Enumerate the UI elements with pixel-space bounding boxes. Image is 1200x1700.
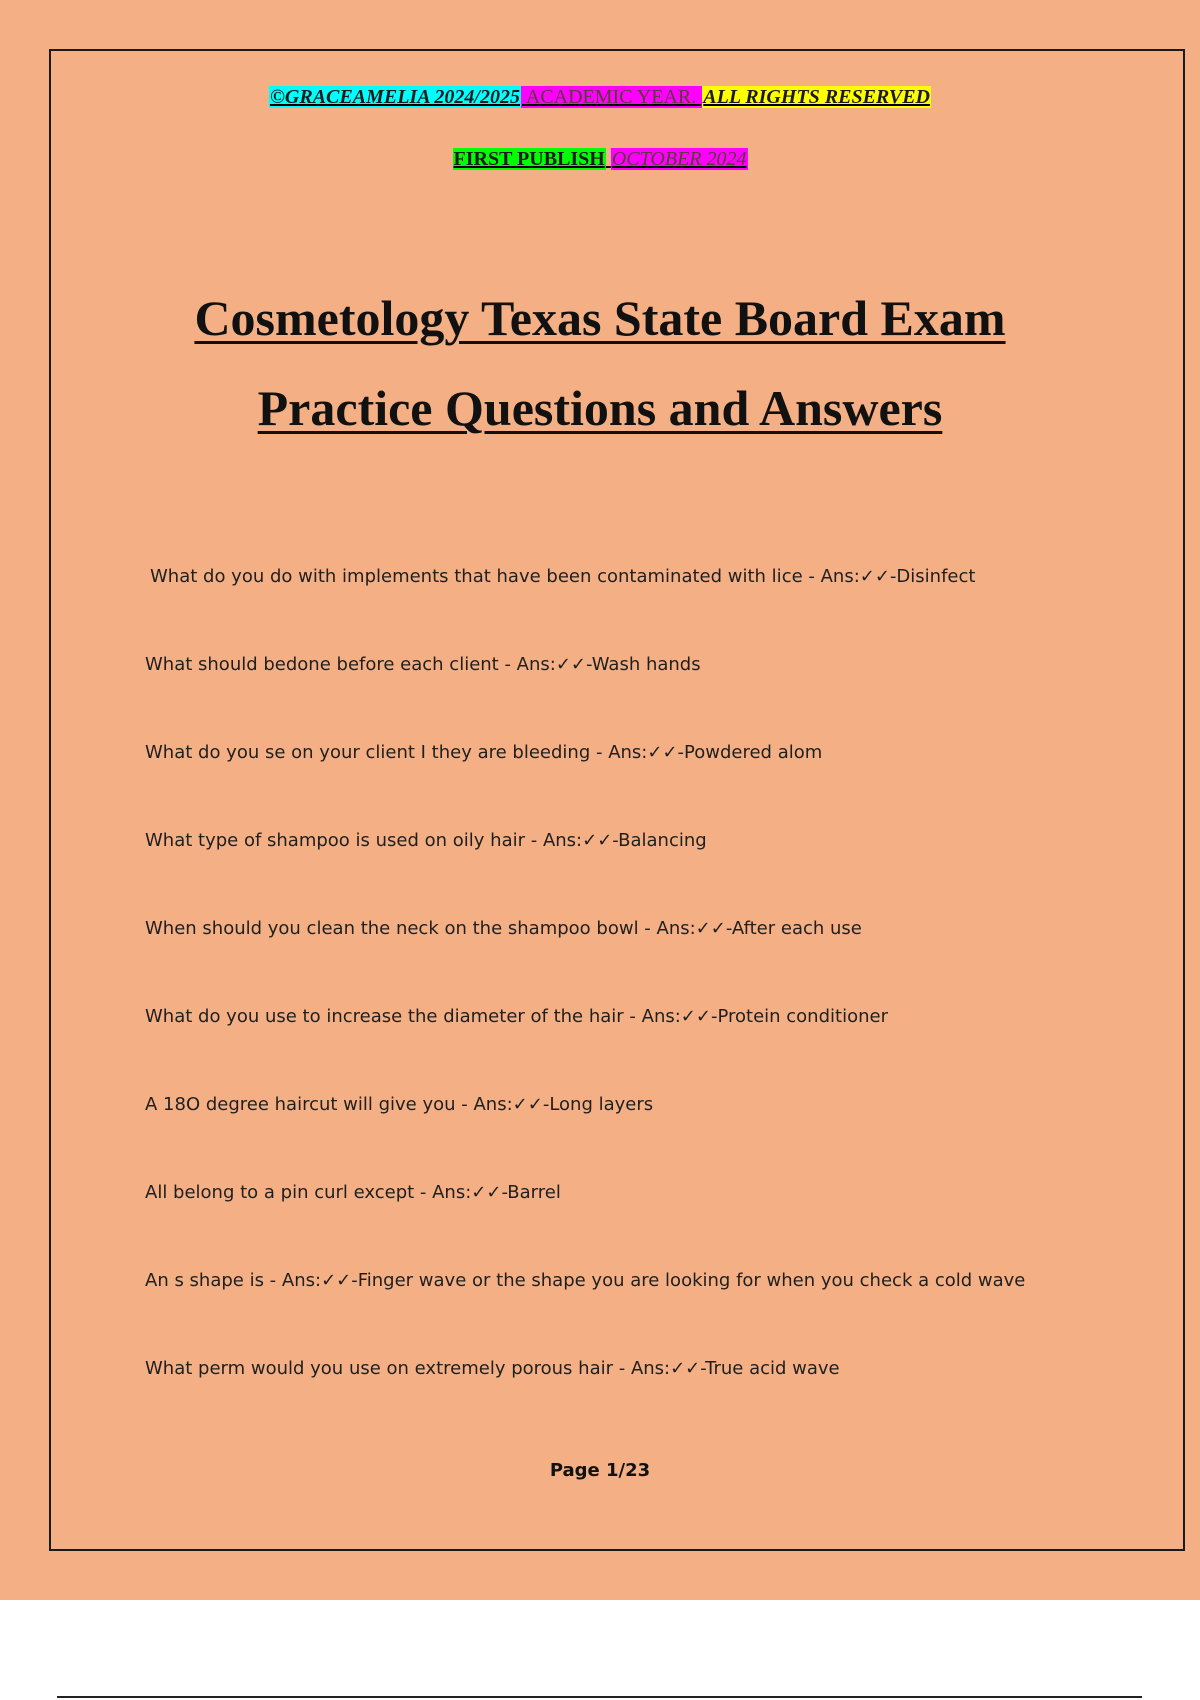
qa-item: What do you do with implements that have been contaminated with lice - Ans:✓✓-Disinfect	[150, 566, 976, 587]
copyright-header	[0, 84, 1200, 110]
qa-item: What type of shampoo is used on oily hair - Ans:✓✓-Balancing	[145, 830, 707, 851]
qa-item: All belong to a pin curl except - Ans:✓✓-Barrel	[145, 1182, 561, 1203]
qa-item: A 18O degree haircut will give you - Ans:✓✓-Long layers	[145, 1094, 654, 1115]
qa-item: When should you clean the neck on the shampoo bowl - Ans:✓✓-After each use	[145, 918, 862, 939]
rights-reserved-highlight: ALL RIGHTS RESERVED	[703, 86, 931, 108]
publish-date-highlight: OCTOBER 2024	[611, 148, 747, 170]
qa-item: What perm would you use on extremely porous hair - Ans:✓✓-True acid wave	[145, 1358, 840, 1379]
question-answer-list	[145, 563, 1165, 1443]
qa-item: What do you se on your client I they are bleeding - Ans:✓✓-Powdered alom	[145, 742, 823, 763]
page-number: Page 1/23	[549, 1460, 651, 1481]
academic-year-highlight: ACADEMIC YEAR.	[521, 86, 702, 108]
first-publish-highlight: FIRST PUBLISH	[453, 148, 605, 170]
bottom-divider	[57, 1696, 1142, 1698]
qa-item: What do you use to increase the diameter of the hair - Ans:✓✓-Protein conditioner	[145, 1006, 888, 1027]
publish-header	[0, 146, 1200, 172]
copyright-owner-highlight: ©GRACEAMELIA 2024/2025	[269, 86, 520, 108]
qa-item: An s shape is - Ans:✓✓-Finger wave or the shape you are looking for when you check a cold wave	[145, 1270, 1026, 1291]
qa-item: What should bedone before each client - Ans:✓✓-Wash hands	[145, 654, 701, 675]
document-title-line-2: Practice Questions and Answers	[257, 380, 943, 436]
document-title-line-1: Cosmetology Texas State Board Exam	[194, 290, 1006, 346]
